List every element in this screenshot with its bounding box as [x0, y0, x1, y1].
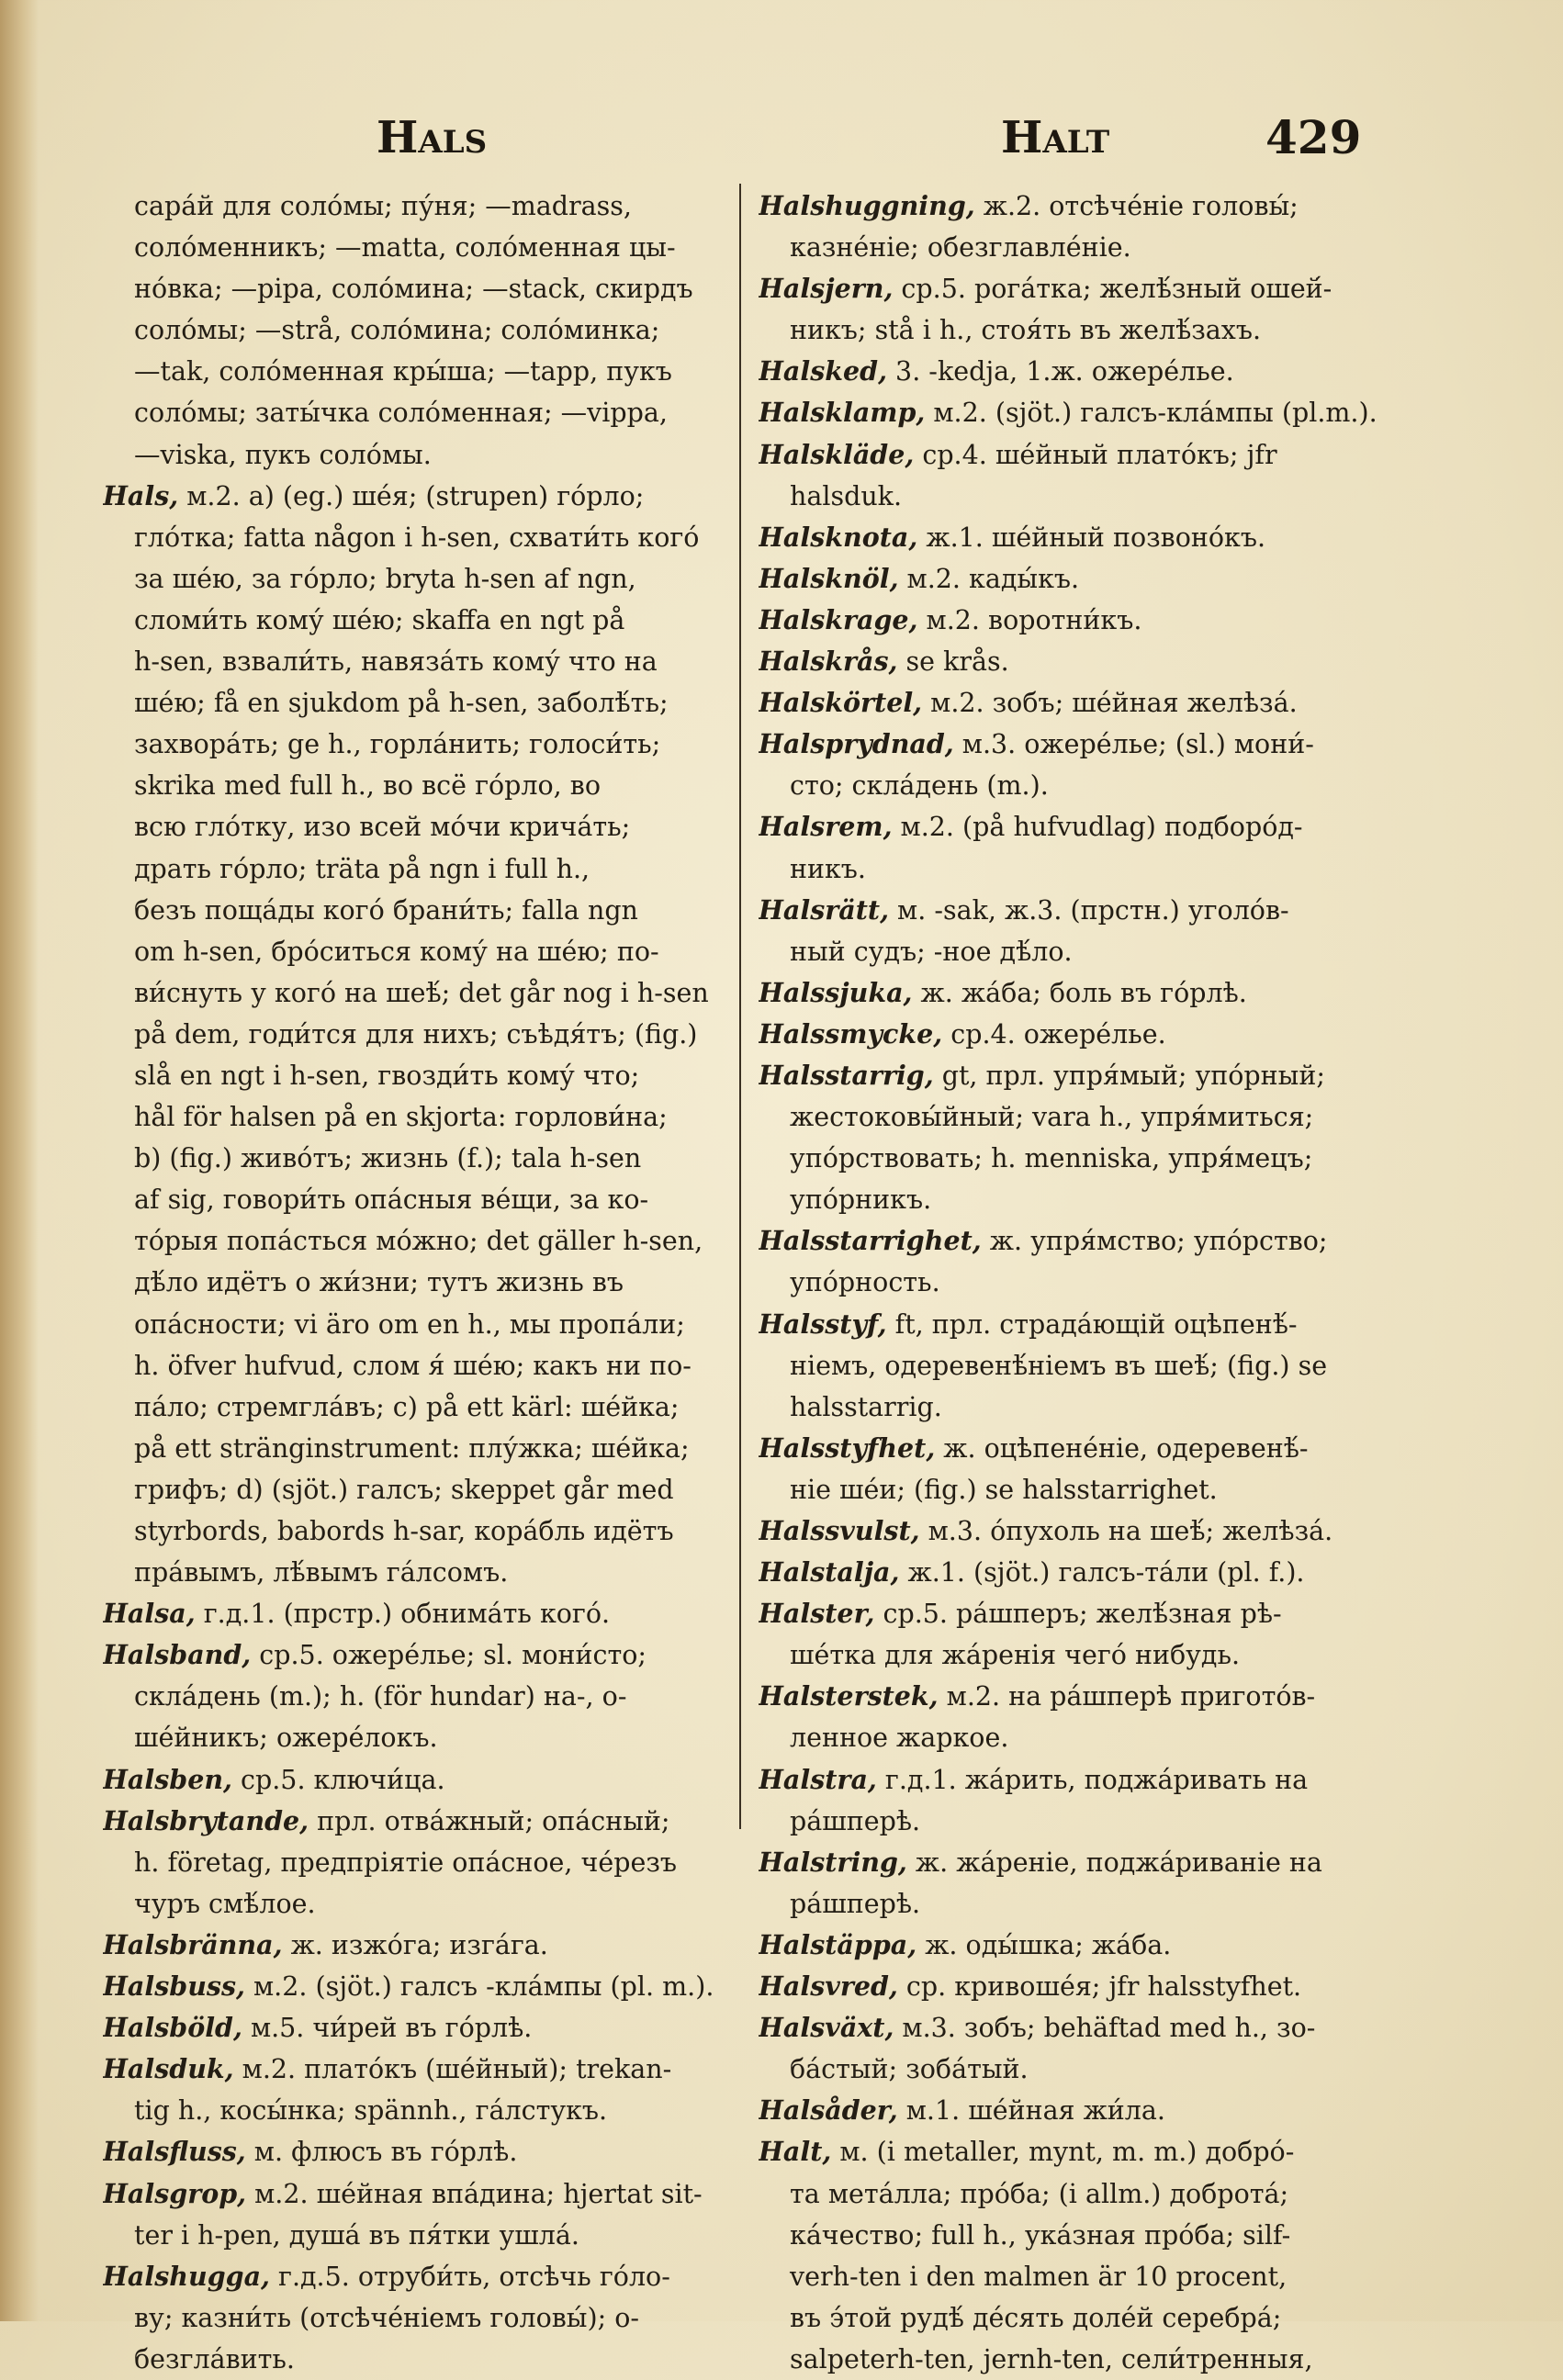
entry-line — [759, 1842, 1400, 1883]
definition-text: чуръ смѣ́лое. — [134, 1888, 316, 1919]
entry-line — [759, 724, 1400, 765]
definition-text: på dem, годи́тся для нихъ; съѣдя́тъ; (fig.) — [134, 1018, 698, 1050]
definition-text: м.2. ше́йная впа́дина; hjertat sit- — [246, 2178, 703, 2209]
column-divider — [739, 184, 741, 1829]
entry-line — [759, 1304, 1400, 1345]
definition-text: соло́мы; —strå, соло́мина; соло́минка; — [134, 315, 660, 346]
definition-text: м.2. (sjöt.) галсъ -кла́мпы (pl. m.). — [244, 1971, 714, 2003]
definition-text: та мета́лла; про́ба; (i allm.) доброта́; — [790, 2178, 1289, 2209]
entry-line — [759, 2131, 1400, 2172]
continuation-line — [103, 1220, 744, 1262]
headword: Halsrem, — [759, 811, 893, 843]
continuation-line — [103, 1262, 744, 1303]
entry-line — [103, 1801, 744, 1842]
right-running-head: Halt — [1001, 112, 1110, 163]
entry-line — [759, 392, 1400, 433]
entry-line — [759, 2007, 1400, 2049]
entry-line — [759, 351, 1400, 392]
continuation-line — [103, 392, 744, 433]
entry-line — [759, 1552, 1400, 1593]
continuation-line — [759, 309, 1400, 351]
definition-text: всю гло́тку, изо всей мо́чи крича́ть; — [134, 812, 631, 843]
left-running-head: Hals — [377, 112, 488, 163]
continuation-line — [103, 931, 744, 972]
definition-text: пра́вымъ, лѣ́вымъ га́лсомъ. — [134, 1557, 509, 1589]
definition-text: м.2. зобъ; ше́йная желѣза́. — [922, 688, 1298, 719]
headword: Halsböld, — [103, 2012, 242, 2044]
definition-text: соло́менникъ; —matta, соло́менная цы- — [134, 232, 676, 264]
headword: Halsstarrig, — [759, 1059, 934, 1091]
definition-text: skrika med full h., во всё го́рло, во — [134, 770, 601, 802]
entry-line — [103, 2131, 744, 2172]
definition-text: —tak, соло́менная кры́ша; —tapp, пукъ — [134, 356, 672, 387]
headword: Halshuggning, — [759, 190, 975, 221]
continuation-line — [759, 2297, 1400, 2339]
definition-text: опа́сности; vi äro om en h., мы пропа́ли; — [134, 1308, 685, 1340]
entry-line — [759, 890, 1400, 931]
definition-text: казне́ніе; обезглавле́ніе. — [790, 232, 1131, 264]
definition-text: въ э́той рудѣ́ де́сять доле́й серебра́; — [790, 2302, 1282, 2333]
continuation-line — [103, 724, 744, 765]
continuation-line — [759, 1386, 1400, 1428]
definition-text: gt, прл. упря́мый; упо́рный; — [933, 1060, 1325, 1091]
continuation-line — [103, 641, 744, 682]
entry-line — [759, 185, 1400, 227]
definition-text: ше́йникъ; ожере́локъ. — [134, 1723, 438, 1754]
definition-text: ж. оды́шка; жа́ба. — [916, 1929, 1172, 1960]
headword: Halsterstek, — [759, 1680, 939, 1712]
definition-text: гло́тка; fatta någon i h-sen, схвати́ть кого́ — [134, 522, 700, 553]
entry-line — [759, 1593, 1400, 1634]
continuation-line — [103, 1428, 744, 1469]
continuation-line — [759, 2256, 1400, 2297]
continuation-line — [103, 1469, 744, 1510]
continuation-line — [759, 2215, 1400, 2256]
definition-text: сара́й для соло́мы; пу́ня; —madrass, — [134, 191, 632, 221]
entry-line — [103, 2173, 744, 2215]
page-spine-shadow — [0, 0, 39, 2321]
entry-line — [759, 1428, 1400, 1469]
definition-text: но́вка; —pipa, соло́мина; —stack, скирдъ — [134, 274, 693, 305]
definition-text: ра́шперѣ. — [790, 1888, 921, 1919]
definition-text: ср.4. ожере́лье. — [942, 1018, 1166, 1050]
continuation-line — [759, 1801, 1400, 1842]
continuation-line — [103, 2339, 744, 2380]
definition-text: безъ поща́ды кого́ брани́ть; falla ngn — [134, 894, 638, 926]
definition-text: ср. кривоше́я; jfr halsstyfhet. — [897, 1971, 1302, 2003]
headword: Halt, — [759, 2136, 832, 2168]
entry-line — [103, 476, 744, 517]
headword: Halssjuka, — [759, 976, 913, 1008]
definition-text: драть го́рло; träta på ngn i full h., — [134, 853, 590, 884]
continuation-line — [103, 268, 744, 309]
definition-text: ж.1. ше́йный позвоно́къ. — [917, 522, 1266, 553]
entry-line — [759, 1759, 1400, 1801]
continuation-line — [103, 434, 744, 476]
headword: Halshugga, — [103, 2260, 270, 2292]
definition-text: м. флюсъ въ го́рлѣ. — [245, 2137, 518, 2168]
definition-text: på ett stränginstrument: плу́жка; ше́йка; — [134, 1432, 690, 1464]
continuation-line — [103, 1386, 744, 1428]
headword: Halsduk, — [103, 2053, 234, 2085]
definition-text: hål för halsen på en skjorta: горлови́на; — [134, 1102, 668, 1133]
definition-text: м.2. плато́къ (ше́йный); trekan- — [233, 2054, 672, 2085]
definition-text: за ше́ю, за го́рло; bryta h-sen af ngn, — [134, 563, 636, 594]
continuation-line — [103, 1055, 744, 1096]
definition-text: упо́рствовать; h. menniska, упря́мецъ; — [790, 1143, 1313, 1174]
headword: Halstra, — [759, 1763, 877, 1795]
definition-text: ка́чество; full h., ука́зная про́ба; silf- — [790, 2219, 1291, 2251]
continuation-line — [759, 227, 1400, 268]
continuation-line — [103, 185, 744, 227]
definition-text: ter i h-pen, душа́ въ пя́тки ушла́. — [134, 2219, 579, 2251]
headword: Halsknota, — [759, 521, 918, 553]
headword: Halssmycke, — [759, 1017, 943, 1050]
headword: Halsband, — [103, 1639, 252, 1671]
entry-line — [103, 2049, 744, 2090]
continuation-line — [103, 2297, 744, 2339]
continuation-line — [103, 682, 744, 724]
continuation-line — [759, 2339, 1400, 2380]
definition-text: h. öfver hufvud, слом я́ ше́ю; какъ ни по- — [134, 1350, 692, 1381]
continuation-line — [759, 2049, 1400, 2090]
entry-line — [759, 434, 1400, 476]
definition-text: г.д.5. отруби́ть, отсѣчь го́ло- — [269, 2261, 670, 2292]
entry-line — [759, 972, 1400, 1014]
definition-text: м.3. ожере́лье; (sl.) мони́- — [953, 729, 1314, 760]
continuation-line — [759, 1138, 1400, 1179]
definition-text: tig h., косы́нка; spännh., га́лстукъ. — [134, 2095, 608, 2127]
definition-text: скла́день (m.); h. (för hundar) на-, о- — [134, 1681, 627, 1712]
headword: Halsbrytande, — [103, 1804, 309, 1836]
definition-text: ср.5. ожере́лье; sl. мони́сто; — [251, 1640, 647, 1671]
headword: Halskrage, — [759, 603, 918, 635]
definition-text: ленное жаркое. — [790, 1723, 1009, 1754]
definition-text: м.1. ше́йная жи́ла. — [897, 2095, 1165, 2127]
continuation-line — [103, 1717, 744, 1758]
entry-line — [759, 1925, 1400, 1966]
continuation-line — [103, 1883, 744, 1925]
continuation-line — [759, 765, 1400, 806]
definition-text: b) (fig.) живо́тъ; жизнь (f.); tala h-sen — [134, 1143, 642, 1174]
continuation-line — [759, 1469, 1400, 1510]
continuation-line — [103, 2215, 744, 2256]
definition-text: м. (i metaller, mynt, m. m.) добро́- — [831, 2137, 1295, 2168]
definition-text: м.5. чи́рей въ го́рлѣ. — [242, 2013, 533, 2044]
definition-text: styrbords, babords h-sar, кора́бль идётъ — [134, 1516, 674, 1546]
definition-text: па́ло; стремгла́въ; c) på ett kärl: ше́йка; — [134, 1391, 680, 1422]
continuation-line — [103, 1510, 744, 1552]
headword: Halsgrop, — [103, 2177, 247, 2209]
definition-text: ж. жа́реніе, поджа́риваніе на — [906, 1847, 1322, 1878]
left-column — [103, 185, 744, 2380]
definition-text: сто; скла́день (m.). — [790, 770, 1049, 802]
definition-text: ж.1. (sjöt.) галсъ-та́ли (pl. f.). — [899, 1557, 1305, 1589]
continuation-line — [103, 1304, 744, 1345]
headword: Halstring, — [759, 1846, 907, 1878]
entry-line — [103, 1759, 744, 1801]
continuation-line — [759, 1345, 1400, 1386]
entry-line — [103, 1634, 744, 1676]
entry-line — [759, 1966, 1400, 2007]
continuation-line — [103, 1096, 744, 1138]
definition-text: м.2. a) (eg.) ше́я; (strupen) го́рло; — [178, 480, 645, 511]
definition-text: h-sen, взвали́ть, навяза́ть кому́ что на — [134, 646, 658, 678]
headword: Halsknöl, — [759, 562, 899, 594]
continuation-line — [759, 1883, 1400, 1925]
continuation-line — [103, 1552, 744, 1593]
definition-text: м.2. воротни́къ. — [917, 604, 1142, 635]
headword: Halstalja, — [759, 1556, 900, 1589]
definition-text: никъ; stå i h., стоя́ть въ желѣ́захъ. — [790, 315, 1262, 346]
continuation-line — [103, 848, 744, 890]
entry-line — [759, 1220, 1400, 1262]
headword: Halsjern, — [759, 273, 894, 305]
entry-line — [103, 1966, 744, 2007]
definition-text: ж.2. отсѣче́ніе головы́; — [974, 191, 1299, 221]
definition-text: м.2. (på hufvudlag) подборо́д- — [892, 812, 1303, 843]
continuation-line — [103, 1676, 744, 1717]
continuation-line — [759, 848, 1400, 890]
continuation-line — [759, 931, 1400, 972]
entry-line — [759, 558, 1400, 600]
headword: Halsstyfhet, — [759, 1431, 936, 1464]
continuation-line — [103, 890, 744, 931]
headword: Halsstarrighet, — [759, 1225, 982, 1257]
definition-text: то́рыя попа́сться мо́жно; det gäller h-sen, — [134, 1226, 703, 1257]
continuation-line — [759, 1096, 1400, 1138]
definition-text: м. -sak, ж.3. (прстн.) уголо́в- — [889, 894, 1289, 926]
definition-text: ви́снуть у кого́ на шеѣ́; det går nog i h-sen — [134, 977, 709, 1008]
definition-text: slå en ngt i h-sen, гвозди́ть кому́ что; — [134, 1060, 640, 1091]
definition-text: ра́шперѣ. — [790, 1805, 921, 1836]
entry-line — [759, 1055, 1400, 1096]
entry-line — [759, 641, 1400, 682]
entry-line — [103, 2256, 744, 2297]
headword: Halsfluss, — [103, 2136, 246, 2168]
headword: Halsa, — [103, 1598, 196, 1630]
entry-line — [759, 682, 1400, 724]
entry-line — [103, 1593, 744, 1634]
definition-text: упо́рность. — [790, 1267, 940, 1298]
definition-text: ср.5. ключи́ца. — [231, 1764, 445, 1795]
continuation-line — [103, 2090, 744, 2131]
definition-text: безгла́вить. — [134, 2343, 295, 2374]
definition-text: halsduk. — [790, 480, 903, 511]
definition-text: —viska, пукъ соло́мы. — [134, 439, 432, 470]
headword: Halsben, — [103, 1763, 232, 1795]
headword: Halsked, — [759, 355, 887, 387]
definition-text: ж. изжо́га; изга́га. — [282, 1929, 548, 1960]
entry-line — [759, 1014, 1400, 1055]
continuation-line — [103, 351, 744, 392]
entry-line — [759, 1676, 1400, 1717]
continuation-line — [759, 476, 1400, 517]
definition-text: ный судъ; -ное дѣ́ло. — [790, 936, 1073, 967]
continuation-line — [103, 1842, 744, 1883]
continuation-line — [103, 765, 744, 806]
definition-text: halsstarrig. — [790, 1391, 942, 1422]
definition-text: дѣ́ло идётъ о жи́зни; тутъ жизнь въ — [134, 1267, 624, 1298]
headword: Halskläde, — [759, 438, 915, 470]
headword: Halsåder, — [759, 2094, 898, 2127]
headword: Halsbränna, — [103, 1928, 283, 1960]
definition-text: сломи́ть кому́ ше́ю; skaffa en ngt på — [134, 604, 625, 635]
headword: Halssvulst, — [759, 1515, 920, 1546]
definition-text: м.3. зобъ; behäftad med h., зо- — [894, 2013, 1316, 2044]
continuation-line — [103, 806, 744, 848]
definition-text: ніе ше́и; (fig.) se halsstarrighet. — [790, 1474, 1218, 1505]
continuation-line — [103, 600, 744, 641]
definition-text: se krås. — [897, 646, 1009, 678]
definition-text: ніемъ, одеревенѣ́ніемъ въ шеѣ́; (fig.) se — [790, 1350, 1328, 1381]
definition-text: ба́стый; зоба́тый. — [790, 2054, 1029, 2085]
entry-line — [103, 1925, 744, 1966]
headword: Halstäppa, — [759, 1928, 917, 1960]
continuation-line — [759, 2173, 1400, 2215]
entry-line — [759, 806, 1400, 848]
definition-text: м.2. (sjöt.) галсъ-кла́мпы (pl.m.). — [925, 398, 1377, 429]
definition-text: 3. -kedja, 1.ж. ожере́лье. — [887, 356, 1234, 387]
continuation-line — [103, 972, 744, 1014]
definition-text: м.2. на ра́шперѣ пригото́в- — [938, 1681, 1316, 1712]
continuation-line — [103, 227, 744, 268]
continuation-line — [759, 1634, 1400, 1676]
headword: Halskörtel, — [759, 687, 923, 719]
definition-text: упо́рникъ. — [790, 1184, 932, 1216]
entry-line — [759, 517, 1400, 558]
definition-text: ше́тка для жа́ренія чего́ нибудь. — [790, 1640, 1241, 1671]
continuation-line — [759, 1717, 1400, 1758]
definition-text: h. företag, предпріятіе опа́сное, че́резъ — [134, 1847, 678, 1878]
definition-text: никъ. — [790, 853, 866, 884]
definition-text: salpeterh-ten, jernh-ten, сели́тренныя, — [790, 2343, 1313, 2374]
headword: Halsstyf, — [759, 1308, 887, 1340]
continuation-line — [103, 309, 744, 351]
definition-text: г.д.1. жа́рить, поджа́ривать на — [876, 1764, 1309, 1795]
definition-text: om h-sen, бро́ситься кому́ на ше́ю; по- — [134, 936, 659, 967]
definition-text: ср.5. ра́шперъ; желѣ́зная рѣ- — [874, 1599, 1282, 1630]
headword: Hals, — [103, 479, 179, 511]
continuation-line — [103, 1138, 744, 1179]
continuation-line — [103, 558, 744, 600]
definition-text: ж. жа́ба; боль въ го́рлѣ. — [912, 977, 1247, 1008]
definition-text: г.д.1. (прстр.) обнима́ть кого́. — [195, 1599, 611, 1630]
entry-line — [759, 600, 1400, 641]
definition-text: ву; казни́ть (отсѣче́ніемъ головы́); о- — [134, 2302, 640, 2333]
continuation-line — [103, 1014, 744, 1055]
entry-line — [759, 2090, 1400, 2131]
entry-line — [103, 2007, 744, 2049]
headword: Halskrås, — [759, 646, 898, 678]
right-column — [759, 185, 1400, 2380]
page-number: 429 — [1265, 110, 1362, 164]
continuation-line — [103, 517, 744, 558]
definition-text: жестоковы́йный; vara h., упря́миться; — [790, 1102, 1314, 1133]
headword: Halsväxt, — [759, 2012, 894, 2044]
definition-text: м.2. кады́къ. — [898, 563, 1080, 594]
definition-text: м.3. о́пухоль на шеѣ́; желѣза́. — [919, 1516, 1333, 1546]
definition-text: соло́мы; заты́чка соло́менная; —vippa, — [134, 398, 668, 429]
headword: Halsprydnad, — [759, 728, 954, 760]
headword: Halsrätt, — [759, 893, 889, 926]
continuation-line — [759, 1179, 1400, 1220]
headword: Halsbuss, — [103, 1970, 245, 2003]
definition-text: ж. оцѣпене́ніе, одеревенѣ́- — [935, 1432, 1309, 1464]
entry-line — [759, 268, 1400, 309]
definition-text: захвора́ть; ge h., горла́нить; голоси́ть; — [134, 729, 661, 760]
headword: Halsklamp, — [759, 397, 926, 429]
continuation-line — [759, 1262, 1400, 1303]
definition-text: verh-ten i den malmen är 10 procent, — [790, 2261, 1288, 2292]
headword: Halster, — [759, 1598, 875, 1630]
definition-text: ср.5. рога́тка; желѣ́зный ошей́- — [893, 274, 1332, 305]
definition-text: ср.4. ше́йный плато́къ; jfr — [914, 439, 1277, 470]
definition-text: ж. упря́мство; упо́рство; — [981, 1226, 1328, 1257]
definition-text: ше́ю; få en sjukdom på h-sen, заболѣ́ть; — [134, 688, 669, 719]
continuation-line — [103, 1345, 744, 1386]
definition-text: грифъ; d) (sjöt.) галсъ; skeppet går med — [134, 1474, 674, 1505]
continuation-line — [103, 1179, 744, 1220]
headword: Halsvred, — [759, 1970, 898, 2003]
definition-text: прл. отва́жный; опа́сный; — [309, 1805, 670, 1836]
entry-line — [759, 1510, 1400, 1552]
definition-text: ft, прл. страда́ющій оцѣпенѣ́- — [886, 1308, 1298, 1340]
definition-text: af sig, говори́ть опа́сныя ве́щи, за ко- — [134, 1184, 649, 1216]
